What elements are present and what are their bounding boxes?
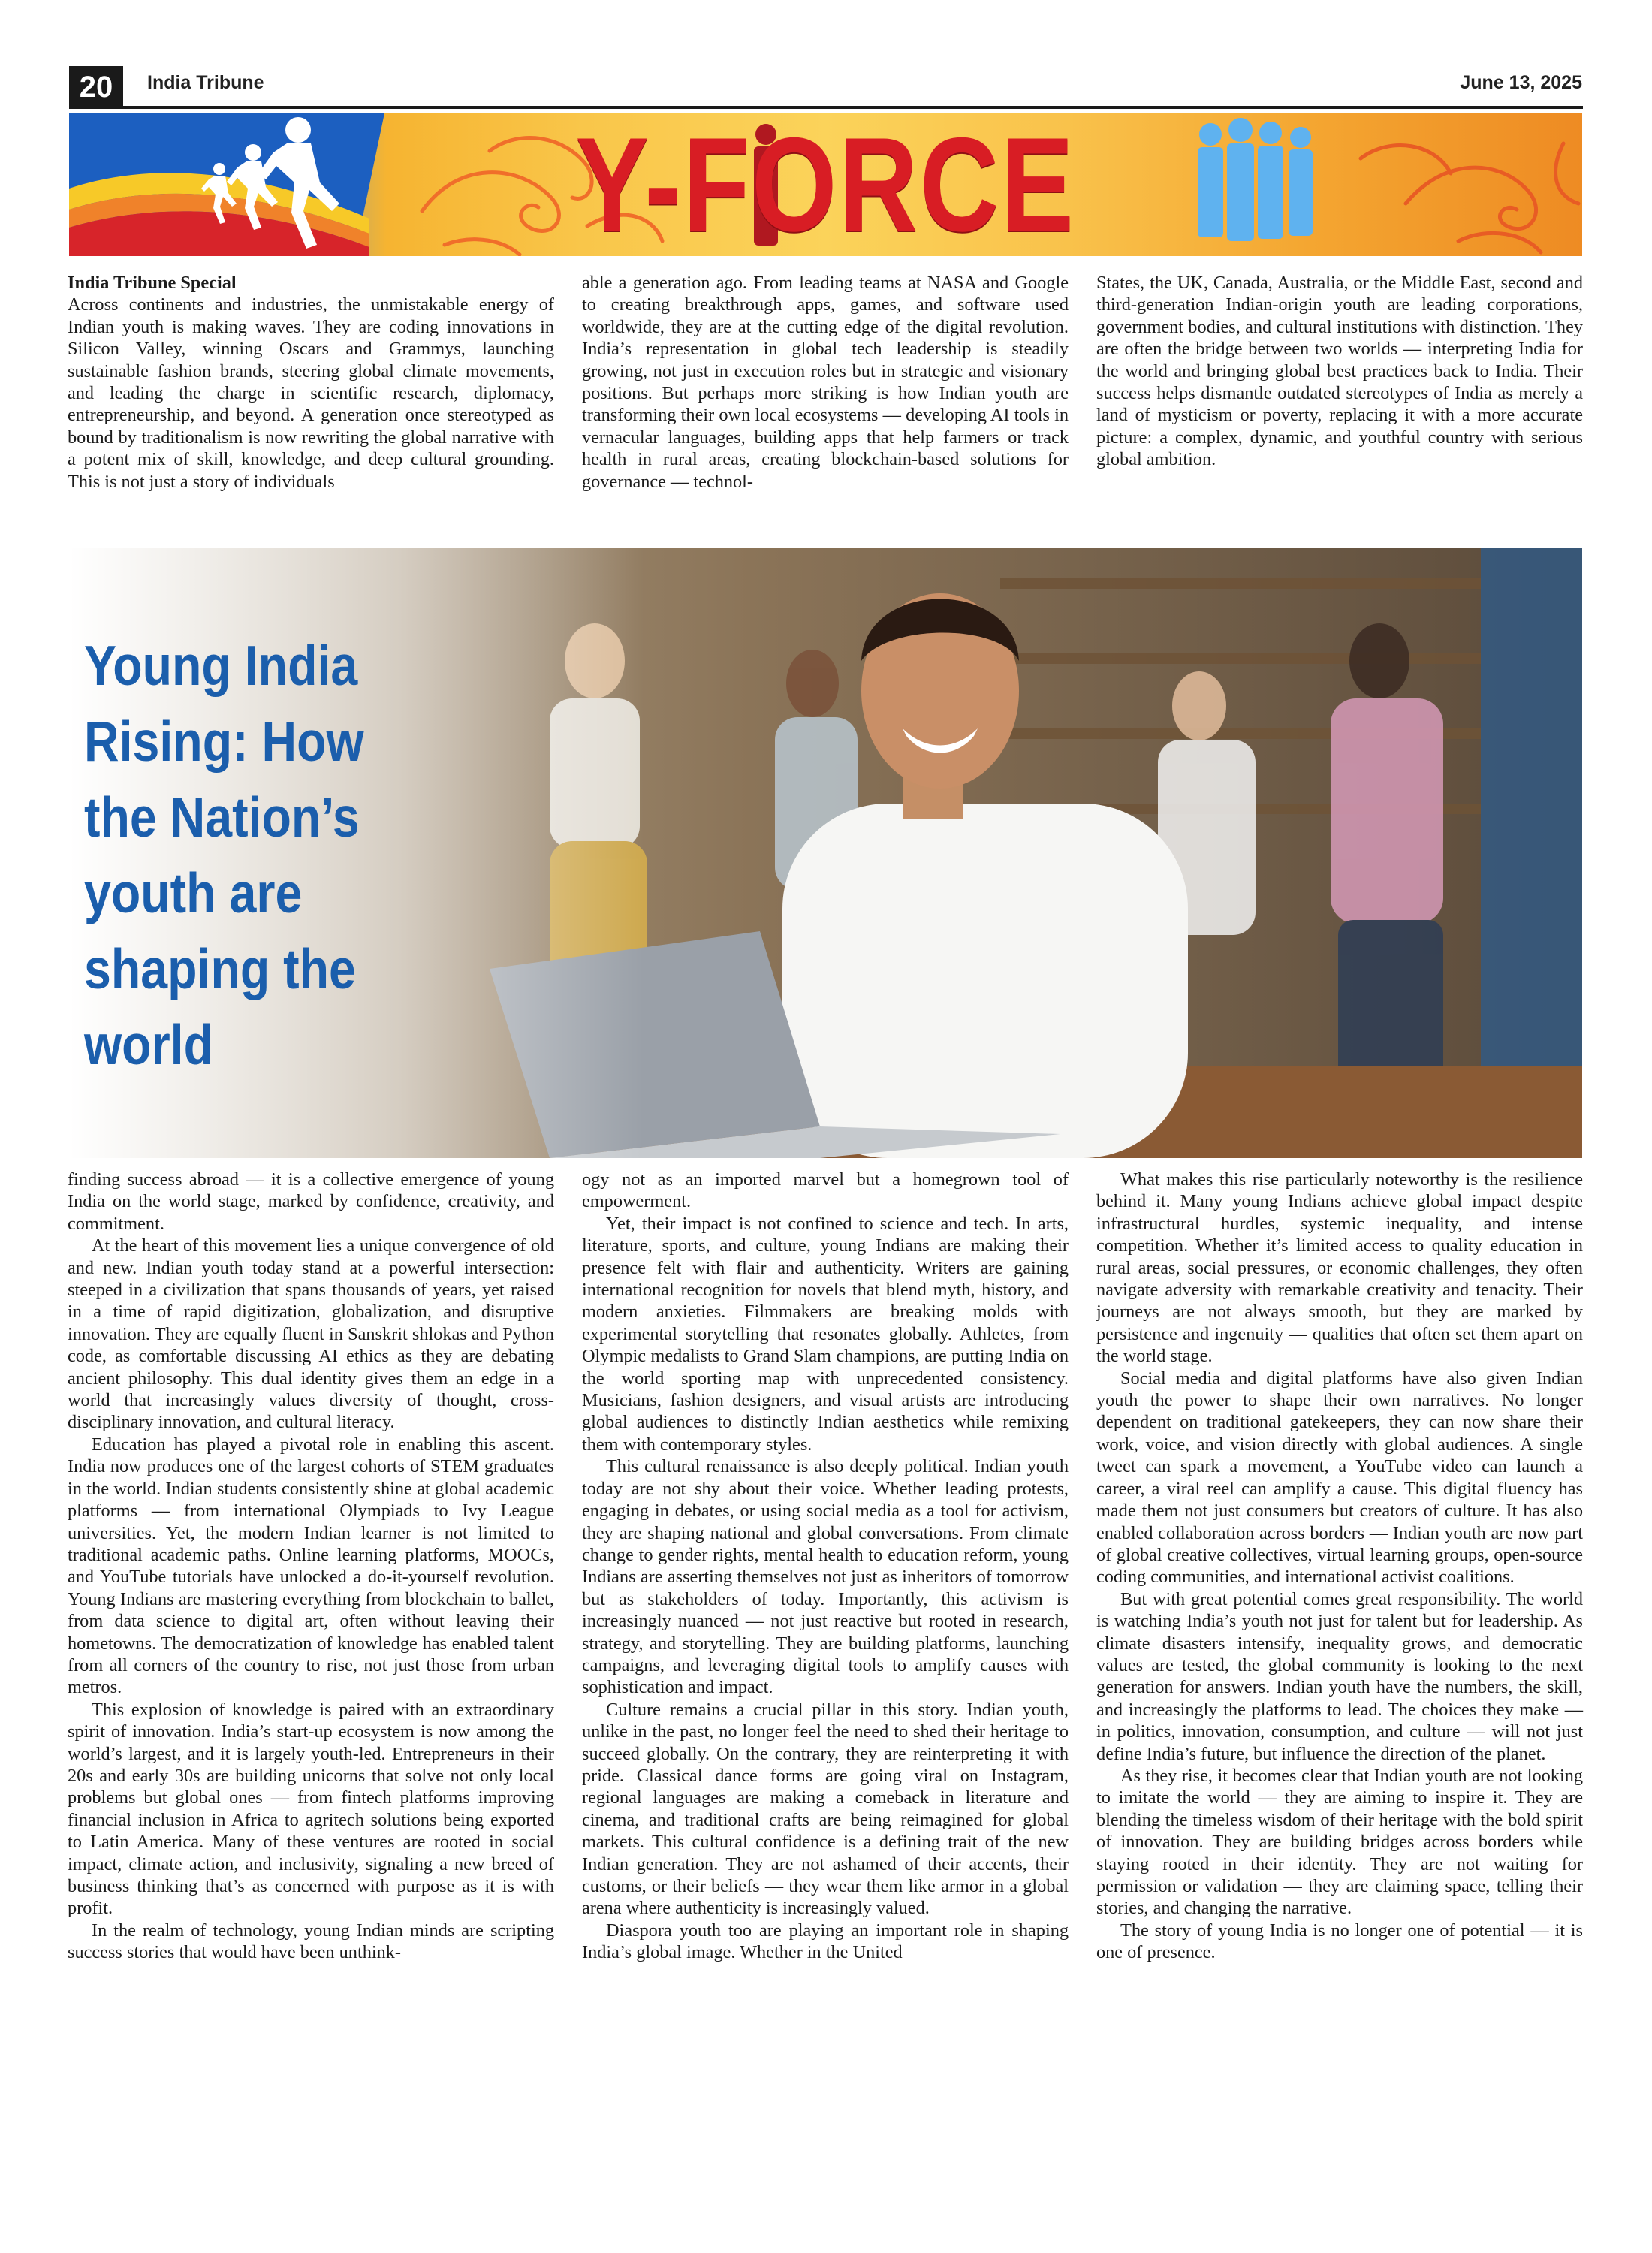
body-paragraph: finding success abroad — it is a collective emergence of young India on the world stage, marked by confidence, creativity, and commitment. bbox=[68, 1169, 554, 1234]
body-paragraph: In the realm of technology, young Indian minds are scripting success stories that would have been unthink- bbox=[68, 1920, 554, 1963]
body-paragraph: Education has played a pivotal role in enabling this ascent. India now produces one of the largest cohorts of STEM graduates in the world. Indian students consistently shine at global academic platforms — from international Olympiads to Ivy League universities. Yet, the modern Indian learner is not limited to traditional academic paths. Online learning platforms, MOOCs, and YouTube tutorials have unlocked a do-it-yourself revolution. Young Indians are mastering everything from blockchain to ballet, from data science to digital art, often without leaving their hometowns. The democratization of knowledge has enabled talent from all corners of the country to rise, not just those from urban metros. bbox=[68, 1434, 554, 1698]
body-column-3 bbox=[1096, 1169, 1583, 1964]
section-banner bbox=[69, 113, 1582, 256]
intro-column-1 bbox=[68, 272, 554, 493]
body-paragraph: This cultural renaissance is also deeply political. Indian youth today are not shy about their voice. Whether leading protests, engaging in debates, or using social media as a tool for activism, they are shaping national and global conversations. From climate change to gender rights, mental health to education reform, young Indians are asserting themselves not just as inheritors of tomorrow but as stakeholders of today. Importantly, this activism is increasingly nuanced — not just reactive but rooted in research, strategy, and storytelling. They are building platforms, launching campaigns, and leveraging digital tools to amplify causes with sophistication and impact. bbox=[582, 1456, 1069, 1698]
issue-date: June 13, 2025 bbox=[1460, 72, 1582, 93]
body-column-2 bbox=[582, 1169, 1069, 1964]
headline: Young India Rising: How the Nation’s youth are shaping the world bbox=[84, 634, 364, 1076]
kicker: India Tribune Special bbox=[68, 273, 237, 293]
body-paragraph: Culture remains a crucial pillar in this story. Indian youth, unlike in the past, no longer feel the need to shed their heritage to succeed globally. On the contrary, they are reinterpreting it with pride. Classical dance forms are going viral on Instagram, regional languages are making a comeback in literature and cinema, and traditional crafts are being reimagined for global markets. This cultural confidence is a defining trait of the new Indian generation. They are not ashamed of their accents, their customs, or their beliefs — they wear them like armor in a global arena where authenticity is increasingly valued. bbox=[582, 1699, 1069, 1919]
body-column-1 bbox=[68, 1169, 554, 1964]
publication-name: India Tribune bbox=[147, 72, 264, 93]
body-paragraph: Diaspora youth too are playing an important role in shaping India’s global image. Whether in the United bbox=[582, 1920, 1069, 1963]
body-paragraph: ogy not as an imported marvel but a homegrown tool of empowerment. bbox=[582, 1169, 1069, 1212]
body-paragraph: What makes this rise particularly noteworthy is the resilience behind it. Many young Indians achieve global impact despite infrastructural hurdles, systemic inequality, and intense competition. Whether it’s limited access to quality education in rural areas, social pressures, or economic challenges, they often navigate adversity with remarkable creativity and tenacity. Their journeys are not always smooth, but they are marked by persistence and ingenuity — qualities that often set them apart on the world stage. bbox=[1096, 1169, 1583, 1367]
intro-column-3 bbox=[1096, 272, 1583, 471]
intro-paragraph: able a generation ago. From leading teams at NASA and Google to creating breakthrough apps, games, and software used worldwide, they are at the cutting edge of the digital revolution. India’s representation in global tech leadership is steadily growing, not just in execution roles but in strategic and visionary positions. But perhaps more striking is how Indian youth are transforming their own local ecosystems — developing AI tools in vernacular languages, building apps that help farmers or track health in rural areas, creating blockchain-based solutions for governance — technol- bbox=[582, 273, 1069, 492]
body-paragraph: But with great potential comes great responsibility. The world is watching India’s youth not just for talent but for leadership. As climate disasters intensify, inequality grows, and democratic values are tested, the global community is looking to the next generation for answers. Indian youth have the numbers, the skill, and increasingly the platforms to lead. The choices they make — in politics, innovation, consumption, and culture — will not just define India’s future, but influence the direction of the planet. bbox=[1096, 1588, 1583, 1764]
body-paragraph: At the heart of this movement lies a unique convergence of old and new. Indian youth today stand at a powerful intersection: steeped in a civilization that spans thousands of years, yet raised in a time of rapid digitization, globalization, and disruptive innovation. They are equally fluent in Sanskrit shlokas and Python code, as comfortable discussing AI ethics as they are debating ancient philosophy. This dual identity gives them an edge in a world that increasingly values diversity of thought, cross-disciplinary innovation, and cultural literacy. bbox=[68, 1235, 554, 1433]
intro-paragraph: Across continents and industries, the unmistakable energy of Indian youth is making waves. They are coding innovations in Silicon Valley, winning Oscars and Grammys, launching sustainable fashion brands, steering global climate movements, and leading the charge in scientific research, diplomacy, entrepreneurship, and beyond. A generation once stereotyped as bound by traditionalism is now rewriting the global narrative with a potent mix of skill, knowledge, and deep cultural grounding. This is not just a story of individuals bbox=[68, 294, 554, 492]
intro-column-2 bbox=[582, 272, 1069, 493]
header-rule bbox=[69, 106, 1583, 109]
section-title: Y-FORCE bbox=[575, 113, 1076, 256]
body-paragraph: The story of young India is no longer one of potential — it is one of presence. bbox=[1096, 1920, 1583, 1963]
body-paragraph: Social media and digital platforms have also given Indian youth the power to shape their own narratives. No longer dependent on traditional gatekeepers, they can now share their work, voice, and vision directly with global audiences. A single tweet can spark a movement, a YouTube video can launch a career, a viral reel can amplify a cause. This digital fluency has made them not just consumers but creators of culture. It has also enabled collaboration across borders — Indian youth are now part of global creative collectives, virtual learning groups, open-source coding communities, and international activist coalitions. bbox=[1096, 1368, 1583, 1588]
body-paragraph: Yet, their impact is not confined to science and tech. In arts, literature, sports, and culture, young Indians are making their presence felt with flair and authenticity. Writers are gaining international recognition for novels that blend myth, history, and modern anxieties. Filmmakers are breaking molds with experimental storytelling that resonates globally. Athletes, from Olympic medalists to Grand Slam champions, are putting India on the world sporting map with unprecedented consistency. Musicians, fashion designers, and visual artists are introducing global audiences to distinctly Indian aesthetics while remixing them with contemporary styles. bbox=[582, 1213, 1069, 1455]
body-paragraph: As they rise, it becomes clear that Indian youth are not looking to imitate the world — they are aiming to inspire it. They are blending the timeless wisdom of their heritage with the bold spirit of innovation. They are building bridges across borders while staying rooted in their identity. They are not waiting for permission or validation — they are claiming space, telling their stories, and changing the narrative. bbox=[1096, 1765, 1583, 1919]
body-paragraph: This explosion of knowledge is paired with an extraordinary spirit of innovation. India’s start-up ecosystem is now among the world’s largest, and it is largely youth-led. Entrepreneurs in their 20s and early 30s are building unicorns that solve not only local problems but global ones — from fintech platforms improving financial inclusion in Africa to agritech solutions being exported to Latin America. Many of these ventures are rooted in social impact, climate action, and inclusivity, signaling a new breed of business thinking that’s as concerned with purpose as it is with profit. bbox=[68, 1699, 554, 1919]
page-number: 20 bbox=[69, 66, 123, 108]
intro-paragraph: States, the UK, Canada, Australia, or the Middle East, second and third-generation Indian-origin youth are leading corporations, government bodies, and cultural institutions with distinction. They are often the bridge between two worlds — interpreting India for the world and bringing global best practices back to India. Their success helps dismantle outdated stereotypes of India as merely a land of mysticism or poverty, replacing it with a more accurate picture: a complex, dynamic, and youthful country with serious global ambition. bbox=[1096, 273, 1583, 470]
